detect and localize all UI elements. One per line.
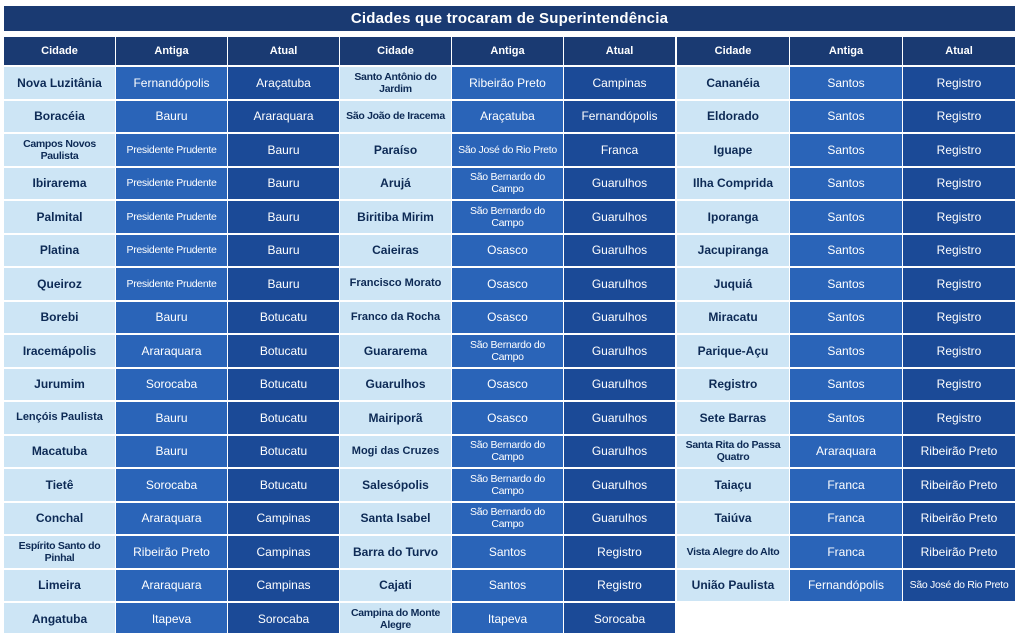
new-superintendency-cell: Registro [903, 134, 1015, 166]
city-name-cell: Conchal [4, 503, 115, 535]
city-name-cell: Angatuba [4, 603, 115, 633]
city-name-cell: São João de Iracema [340, 101, 451, 133]
old-superintendency-cell: Presidente Prudente [116, 268, 227, 300]
old-superintendency-cell: São José do Rio Preto [452, 134, 563, 166]
new-superintendency-cell: Guarulhos [564, 369, 675, 401]
city-name-cell: Miracatu [677, 302, 789, 334]
new-superintendency-cell: Bauru [228, 268, 339, 300]
old-superintendency-cell: Santos [452, 536, 563, 568]
new-superintendency-cell: Fernandópolis [564, 101, 675, 133]
old-superintendency-cell: Presidente Prudente [116, 235, 227, 267]
old-superintendency-cell: Santos [452, 570, 563, 602]
city-name-cell: Salesópolis [340, 469, 451, 501]
old-superintendency-cell: Santos [790, 369, 902, 401]
old-superintendency-cell: Osasco [452, 268, 563, 300]
city-name-cell: Nova Luzitânia [4, 67, 115, 99]
old-superintendency-cell: Santos [790, 134, 902, 166]
header-cidade: Cidade [4, 37, 115, 65]
old-superintendency-cell: Presidente Prudente [116, 168, 227, 200]
old-superintendency-cell: São Bernardo do Campo [452, 201, 563, 233]
old-superintendency-cell: Ribeirão Preto [452, 67, 563, 99]
new-superintendency-cell: Bauru [228, 235, 339, 267]
new-superintendency-cell: Registro [903, 402, 1015, 434]
new-superintendency-cell: Botucatu [228, 302, 339, 334]
new-superintendency-cell: Campinas [228, 570, 339, 602]
new-superintendency-cell: Registro [903, 235, 1015, 267]
city-name-cell: Vista Alegre do Alto [677, 536, 789, 568]
new-superintendency-cell: Botucatu [228, 436, 339, 468]
city-name-cell: União Paulista [677, 570, 789, 602]
new-superintendency-cell: Registro [564, 570, 675, 602]
city-name-cell: Iracemápolis [4, 335, 115, 367]
new-superintendency-cell: Bauru [228, 168, 339, 200]
old-superintendency-cell: Araraquara [790, 436, 902, 468]
new-superintendency-cell: Ribeirão Preto [903, 469, 1015, 501]
old-superintendency-cell: Santos [790, 168, 902, 200]
old-superintendency-cell: Franca [790, 469, 902, 501]
city-name-cell: Taiúva [677, 503, 789, 535]
old-superintendency-cell: Bauru [116, 402, 227, 434]
old-superintendency-cell: Araraquara [116, 503, 227, 535]
city-name-cell: Iguape [677, 134, 789, 166]
city-name-cell: Sete Barras [677, 402, 789, 434]
old-superintendency-cell: Sorocaba [116, 369, 227, 401]
city-name-cell: Francisco Morato [340, 268, 451, 300]
old-superintendency-cell: Santos [790, 67, 902, 99]
new-superintendency-cell: Franca [564, 134, 675, 166]
city-table-2 [340, 37, 673, 633]
new-superintendency-cell: Botucatu [228, 469, 339, 501]
city-name-cell: Tietê [4, 469, 115, 501]
city-name-cell: Mogi das Cruzes [340, 436, 451, 468]
old-superintendency-cell: Franca [790, 503, 902, 535]
new-superintendency-cell: Ribeirão Preto [903, 436, 1015, 468]
old-superintendency-cell: Ribeirão Preto [116, 536, 227, 568]
city-name-cell: Lençóis Paulista [4, 402, 115, 434]
city-name-cell: Ilha Comprida [677, 168, 789, 200]
new-superintendency-cell: Registro [564, 536, 675, 568]
new-superintendency-cell: Campinas [564, 67, 675, 99]
old-superintendency-cell: Santos [790, 302, 902, 334]
city-name-cell: Juquiá [677, 268, 789, 300]
city-name-cell: Parique-Açu [677, 335, 789, 367]
city-name-cell: Paraíso [340, 134, 451, 166]
old-superintendency-cell: Araçatuba [452, 101, 563, 133]
old-superintendency-cell: Osasco [452, 402, 563, 434]
city-name-cell: Limeira [4, 570, 115, 602]
new-superintendency-cell: Botucatu [228, 335, 339, 367]
city-name-cell: Mairiporã [340, 402, 451, 434]
new-superintendency-cell: Guarulhos [564, 268, 675, 300]
tables-container [4, 37, 1015, 631]
old-superintendency-cell: Santos [790, 402, 902, 434]
old-superintendency-cell: Sorocaba [116, 469, 227, 501]
old-superintendency-cell: Itapeva [452, 603, 563, 633]
city-name-cell: Campos Novos Paulista [4, 134, 115, 166]
new-superintendency-cell: Botucatu [228, 369, 339, 401]
new-superintendency-cell: Sorocaba [564, 603, 675, 633]
city-name-cell: Barra do Turvo [340, 536, 451, 568]
new-superintendency-cell: Registro [903, 201, 1015, 233]
header-cidade: Cidade [677, 37, 789, 65]
new-superintendency-cell: Guarulhos [564, 402, 675, 434]
old-superintendency-cell: São Bernardo do Campo [452, 436, 563, 468]
city-name-cell: Jacupiranga [677, 235, 789, 267]
old-superintendency-cell: Bauru [116, 436, 227, 468]
city-name-cell: Guararema [340, 335, 451, 367]
city-name-cell: Borebi [4, 302, 115, 334]
header-antiga: Antiga [116, 37, 227, 65]
header-antiga: Antiga [790, 37, 902, 65]
city-name-cell: Guarulhos [340, 369, 451, 401]
old-superintendency-cell: Itapeva [116, 603, 227, 633]
old-superintendency-cell: Santos [790, 101, 902, 133]
city-name-cell: Santa Isabel [340, 503, 451, 535]
old-superintendency-cell: São Bernardo do Campo [452, 335, 563, 367]
city-name-cell: Arujá [340, 168, 451, 200]
city-name-cell: Cananéia [677, 67, 789, 99]
city-name-cell: Taiaçu [677, 469, 789, 501]
old-superintendency-cell: Bauru [116, 302, 227, 334]
new-superintendency-cell: Sorocaba [228, 603, 339, 633]
city-name-cell: Campina do Monte Alegre [340, 603, 451, 633]
new-superintendency-cell: Ribeirão Preto [903, 503, 1015, 535]
old-superintendency-cell: Presidente Prudente [116, 134, 227, 166]
city-name-cell: Ibirarema [4, 168, 115, 200]
new-superintendency-cell: Registro [903, 168, 1015, 200]
old-superintendency-cell: Osasco [452, 235, 563, 267]
city-name-cell: Espírito Santo do Pinhal [4, 536, 115, 568]
new-superintendency-cell: Bauru [228, 201, 339, 233]
city-name-cell: Boracéia [4, 101, 115, 133]
new-superintendency-cell: Campinas [228, 536, 339, 568]
new-superintendency-cell: Araçatuba [228, 67, 339, 99]
page-title: Cidades que trocaram de Superintendência [4, 6, 1015, 31]
old-superintendency-cell: Franca [790, 536, 902, 568]
city-name-cell: Palmital [4, 201, 115, 233]
old-superintendency-cell: São Bernardo do Campo [452, 469, 563, 501]
new-superintendency-cell: Registro [903, 335, 1015, 367]
header-atual: Atual [228, 37, 339, 65]
city-name-cell: Iporanga [677, 201, 789, 233]
old-superintendency-cell: Santos [790, 335, 902, 367]
old-superintendency-cell: Santos [790, 201, 902, 233]
new-superintendency-cell: São José do Rio Preto [903, 570, 1015, 602]
new-superintendency-cell: Guarulhos [564, 469, 675, 501]
city-table-3 [677, 37, 1013, 601]
new-superintendency-cell: Registro [903, 369, 1015, 401]
city-name-cell: Jurumim [4, 369, 115, 401]
city-name-cell: Macatuba [4, 436, 115, 468]
old-superintendency-cell: Osasco [452, 302, 563, 334]
city-table-1 [4, 37, 337, 633]
city-name-cell: Registro [677, 369, 789, 401]
new-superintendency-cell: Guarulhos [564, 436, 675, 468]
city-name-cell: Queiroz [4, 268, 115, 300]
header-antiga: Antiga [452, 37, 563, 65]
new-superintendency-cell: Guarulhos [564, 235, 675, 267]
old-superintendency-cell: São Bernardo do Campo [452, 168, 563, 200]
new-superintendency-cell: Araraquara [228, 101, 339, 133]
old-superintendency-cell: Osasco [452, 369, 563, 401]
new-superintendency-cell: Campinas [228, 503, 339, 535]
new-superintendency-cell: Registro [903, 67, 1015, 99]
new-superintendency-cell: Guarulhos [564, 503, 675, 535]
old-superintendency-cell: Araraquara [116, 335, 227, 367]
new-superintendency-cell: Guarulhos [564, 168, 675, 200]
old-superintendency-cell: Araraquara [116, 570, 227, 602]
city-name-cell: Santo Antônio do Jardim [340, 67, 451, 99]
new-superintendency-cell: Registro [903, 268, 1015, 300]
new-superintendency-cell: Botucatu [228, 402, 339, 434]
old-superintendency-cell: São Bernardo do Campo [452, 503, 563, 535]
city-name-cell: Cajati [340, 570, 451, 602]
old-superintendency-cell: Bauru [116, 101, 227, 133]
new-superintendency-cell: Guarulhos [564, 201, 675, 233]
header-atual: Atual [564, 37, 675, 65]
old-superintendency-cell: Santos [790, 235, 902, 267]
old-superintendency-cell: Santos [790, 268, 902, 300]
new-superintendency-cell: Bauru [228, 134, 339, 166]
new-superintendency-cell: Ribeirão Preto [903, 536, 1015, 568]
city-name-cell: Platina [4, 235, 115, 267]
new-superintendency-cell: Guarulhos [564, 335, 675, 367]
city-name-cell: Franco da Rocha [340, 302, 451, 334]
city-name-cell: Caieiras [340, 235, 451, 267]
old-superintendency-cell: Fernandópolis [116, 67, 227, 99]
old-superintendency-cell: Presidente Prudente [116, 201, 227, 233]
city-name-cell: Biritiba Mirim [340, 201, 451, 233]
new-superintendency-cell: Guarulhos [564, 302, 675, 334]
new-superintendency-cell: Registro [903, 302, 1015, 334]
header-cidade: Cidade [340, 37, 451, 65]
city-name-cell: Eldorado [677, 101, 789, 133]
city-name-cell: Santa Rita do Passa Quatro [677, 436, 789, 468]
old-superintendency-cell: Fernandópolis [790, 570, 902, 602]
new-superintendency-cell: Registro [903, 101, 1015, 133]
header-atual: Atual [903, 37, 1015, 65]
